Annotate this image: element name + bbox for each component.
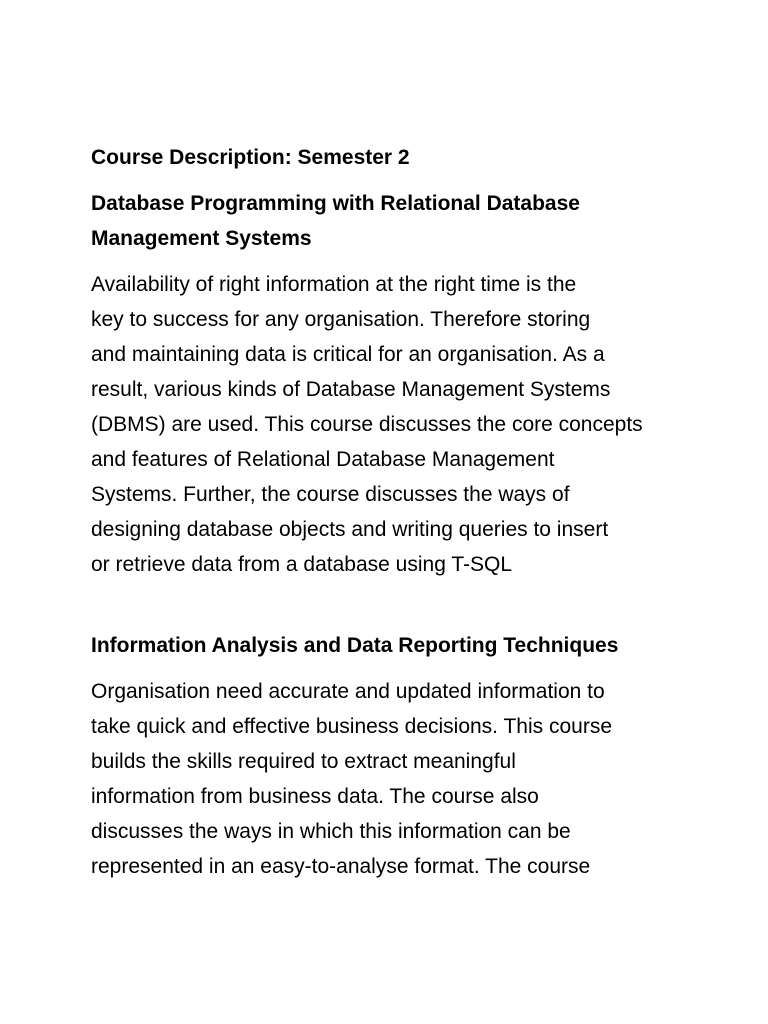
heading-line: Management Systems bbox=[91, 227, 312, 250]
section-body bbox=[91, 674, 691, 884]
body-line: key to success for any organisation. Therefore storing bbox=[91, 308, 591, 331]
body-line: Organisation need accurate and updated information to bbox=[91, 680, 605, 703]
body-line: and features of Relational Database Management bbox=[91, 448, 555, 471]
body-line: discusses the ways in which this information can be bbox=[91, 820, 571, 843]
body-line: designing database objects and writing queries to insert bbox=[91, 518, 609, 541]
course-section-information-analysis bbox=[91, 628, 691, 884]
body-line: information from business data. The course also bbox=[91, 785, 539, 808]
document-title: Course Description: Semester 2 bbox=[91, 146, 410, 169]
heading-line: Information Analysis and Data Reporting Techniques bbox=[91, 634, 619, 657]
body-line: or retrieve data from a database using T-SQL bbox=[91, 553, 513, 576]
section-body bbox=[91, 267, 691, 582]
section-heading bbox=[91, 186, 691, 256]
body-line: result, various kinds of Database Management Systems bbox=[91, 378, 611, 401]
body-line: take quick and effective business decisions. This course bbox=[91, 715, 613, 738]
body-line: and maintaining data is critical for an organisation. As a bbox=[91, 343, 605, 366]
section-heading bbox=[91, 628, 691, 663]
body-line: builds the skills required to extract meaningful bbox=[91, 750, 516, 773]
document-content bbox=[91, 140, 691, 884]
body-line: (DBMS) are used. This course discusses the core concepts bbox=[91, 413, 643, 436]
body-line: Availability of right information at the right time is the bbox=[91, 273, 577, 296]
course-section-database-programming bbox=[91, 186, 691, 582]
body-line: represented in an easy-to-analyse format. The course bbox=[91, 855, 591, 878]
body-line: Systems. Further, the course discusses the ways of bbox=[91, 483, 570, 506]
heading-line: Database Programming with Relational Database bbox=[91, 192, 580, 215]
